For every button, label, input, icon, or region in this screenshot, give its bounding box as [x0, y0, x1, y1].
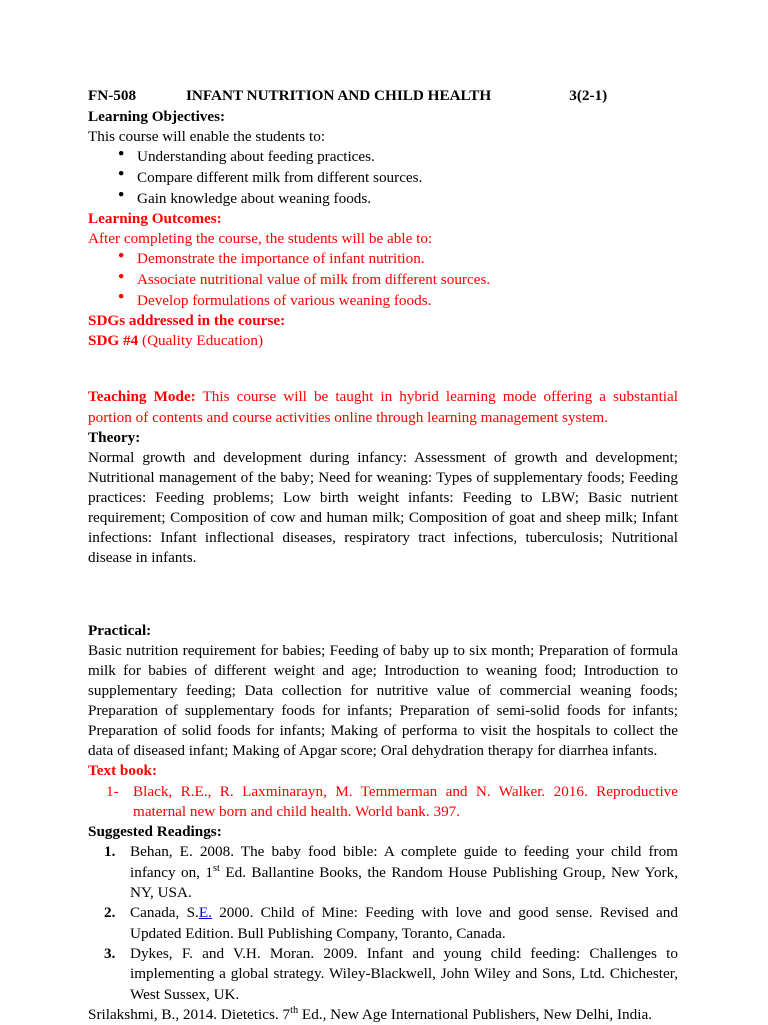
course-code: FN-508: [88, 87, 137, 104]
list-item: ● Compare different milk from different sources.: [88, 168, 678, 189]
learning-outcomes-heading: Learning Outcomes:: [88, 210, 222, 228]
ordinal-suffix: th: [290, 1005, 299, 1017]
sdg-line: [88, 331, 678, 351]
spacer: [88, 604, 678, 621]
course-credits: 3(2-1): [569, 87, 608, 104]
suggested-readings-heading: Suggested Readings:: [88, 823, 222, 841]
theory-text: Normal growth and development during infancy: Assessment of growth and development; Nutritional management of the baby; Need for weaning: Types of supplementary foods; Feeding practices: Feeding problems; Low birth weight infants: Feeding to LBW; Basic nutrient requirement; Composition of cow and human milk; Composition of goat and sheep milk; Infant infections: Infant inflectional diseases, respiratory tract infections, tuberculosis; Nutritional disease in infants.: [88, 448, 678, 566]
list-item: [88, 782, 678, 823]
list-item: ● Understanding about feeding practices.: [88, 147, 678, 168]
list-item-marker: 1-: [106, 782, 119, 800]
sdg-label: SDG #4: [88, 332, 139, 350]
list-item-text-part1: Dykes, F. and V.H. Moran. 2009. Infant and young child feeding: Challenges to implementing a global strategy. Wiley-Blackwell, John Wiley and Sons, Ltd. Chichester, West Sussex, UK.: [130, 945, 678, 1003]
reading-hyperlink[interactable]: E.: [198, 904, 212, 922]
practical-text: Basic nutrition requirement for babies; Feeding of baby up to six month; Preparation of formula milk for babies of different weight and age; Introduction to weaning food; Introduction to supplementary feeding; Data collection for nutritive value of commercial weaning foods; Preparation of supplementary foods for infants; Preparation of semi-solid foods for infants; Preparation of solid foods for infants; Making of performa to visit the hospitals to collect the data of diseased infant; Making of Apgar score; Oral dehydration therapy for diarrhea infants.: [88, 642, 678, 760]
learning-objectives-list: [88, 147, 678, 209]
list-item: ● Associate nutritional value of milk from different sources.: [88, 270, 678, 291]
sdg-heading: SDGs addressed in the course:: [88, 312, 286, 330]
list-item-marker: 2.: [104, 904, 116, 922]
learning-objectives-intro: This course will enable the students to:: [88, 128, 326, 146]
learning-objectives-heading: Learning Objectives:: [88, 108, 226, 126]
list-item: [88, 903, 678, 944]
trailing-part1: Srilakshmi, B., 2014. Dietetics. 7: [88, 1006, 291, 1024]
list-item-text: Black, R.E., R. Laxminarayn, M. Temmerman and N. Walker. 2016. Reproductive maternal new born and child health. World bank. 397.: [133, 782, 678, 820]
course-title: INFANT NUTRITION AND CHILD HEALTH: [186, 87, 492, 104]
learning-outcomes-list: [88, 249, 678, 311]
sdg-value: (Quality Education): [142, 332, 264, 350]
list-item: [88, 944, 678, 1005]
list-item: [88, 842, 678, 903]
list-item-text-part2: 2000. Child of Mine: Feeding with love and good sense. Revised and Updated Edition. Bull Publishing Company, Toranto, Canada.: [130, 904, 678, 942]
course-header: [88, 86, 678, 106]
list-item-marker: 3.: [104, 945, 116, 963]
document-body: [88, 86, 678, 1025]
suggested-readings-trailing: [88, 1005, 678, 1025]
spacer: [88, 568, 678, 604]
teaching-mode-label: Teaching Mode:: [88, 388, 196, 406]
list-item: ● Gain knowledge about weaning foods.: [88, 189, 678, 210]
suggested-readings-list: [88, 842, 678, 1005]
trailing-part2: Ed., New Age International Publishers, New Delhi, India.: [298, 1006, 652, 1024]
theory-heading: Theory:: [88, 428, 141, 446]
text-book-heading: Text book:: [88, 762, 158, 780]
list-item: ● Demonstrate the importance of infant nutrition.: [88, 249, 678, 270]
teaching-mode-text: This course will be taught in hybrid learning mode offering a substantial portion of contents and course activities online through learning management system.: [88, 388, 678, 426]
practical-heading: Practical:: [88, 622, 152, 640]
learning-outcomes-intro: After completing the course, the students will be able to:: [88, 230, 433, 248]
teaching-mode: [88, 387, 678, 427]
spacer: [88, 351, 678, 387]
list-item-text-part1: Behan, E. 2008. The baby food bible: A complete guide to feeding your child from infancy on, 1: [130, 843, 678, 881]
text-book-list: [88, 782, 678, 823]
ordinal-suffix: st: [213, 862, 220, 874]
list-item-text-part2: Ed. Ballantine Books, the Random House Publishing Group, New York, NY, USA.: [130, 863, 678, 902]
list-item-text-part1: Canada, S.: [130, 904, 199, 922]
list-item: ● Develop formulations of various weaning foods.: [88, 291, 678, 312]
list-item-marker: 1.: [104, 843, 116, 861]
